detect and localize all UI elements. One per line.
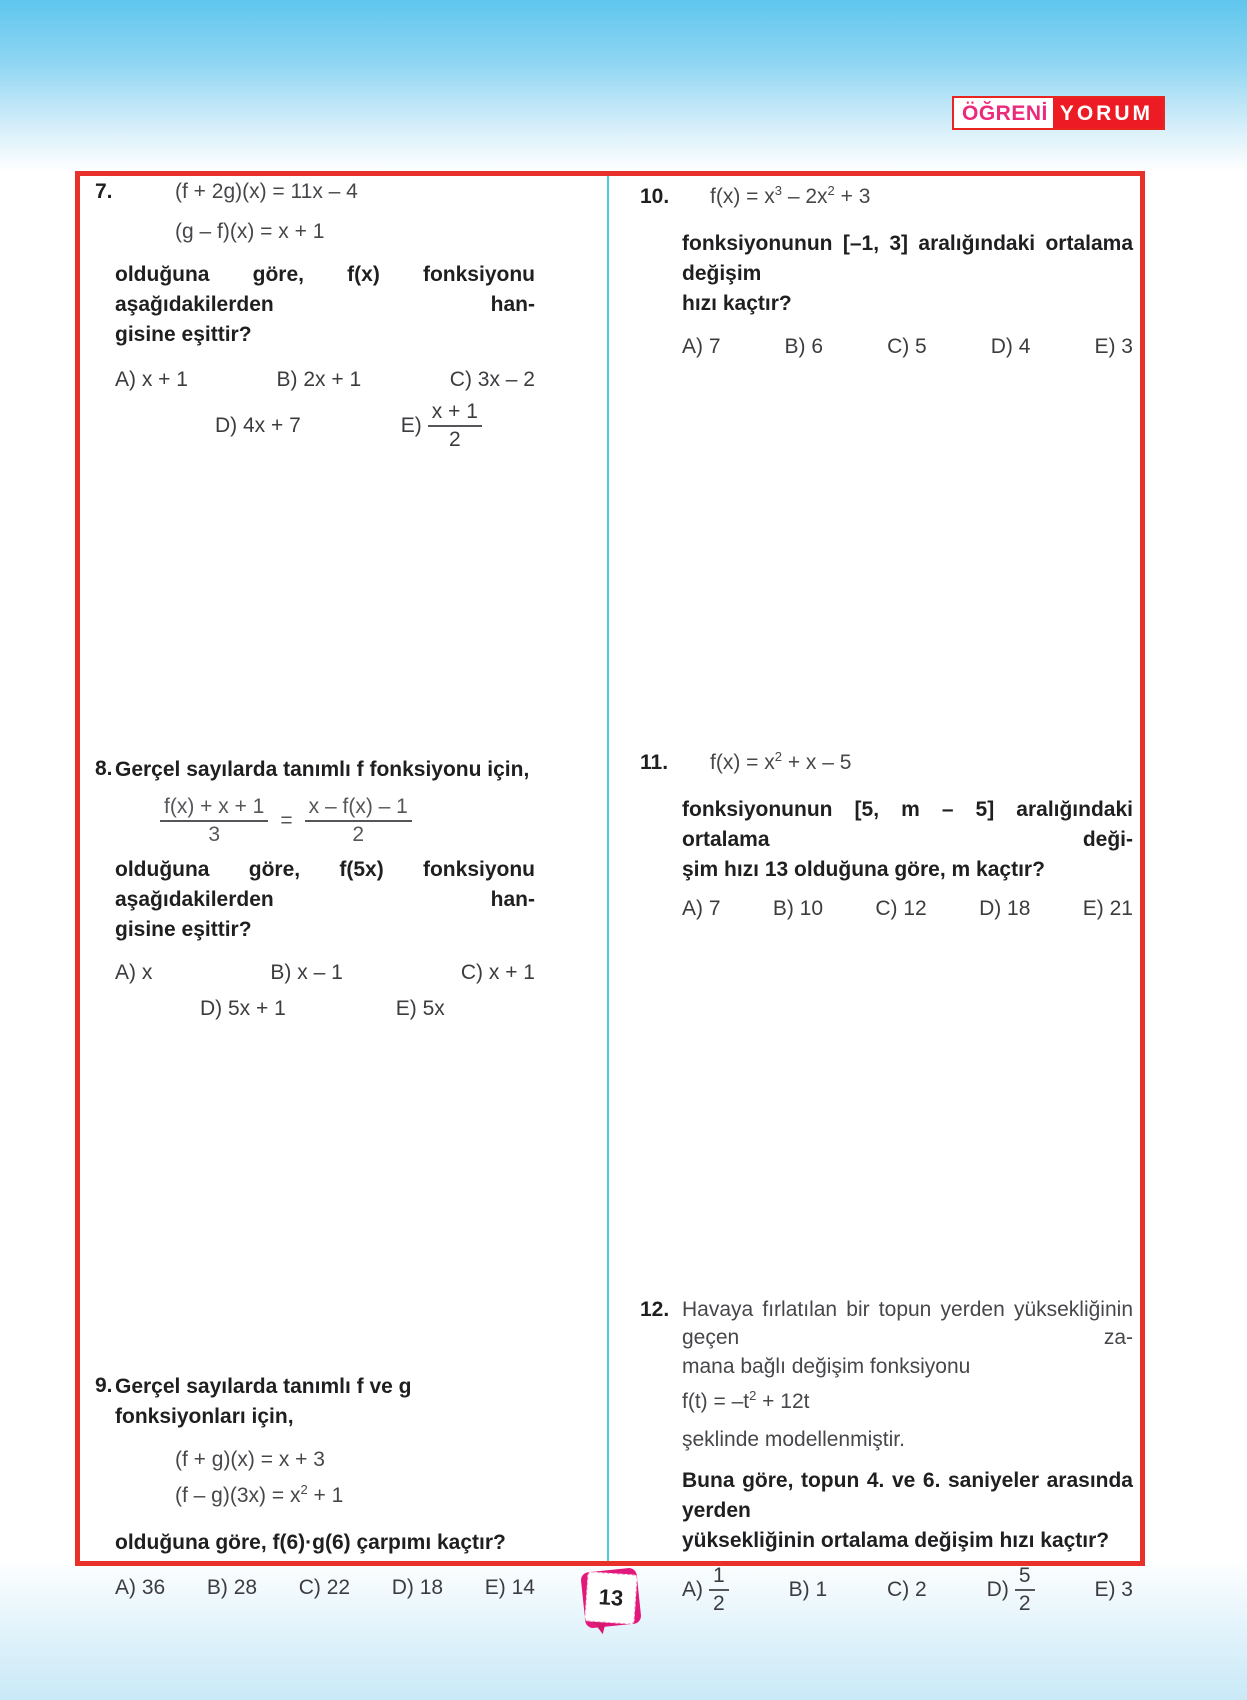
- question-7-prompt-line1: olduğuna göre, f(x) fonksiyonu aşağıdakilerden han-: [115, 263, 535, 316]
- question-7-option-b: B) 2x + 1: [276, 368, 362, 391]
- question-8-fraction-right: [305, 795, 412, 847]
- equation-text: (f – g)(3x) = x: [175, 1484, 301, 1507]
- question-10-prompt-line1: fonksiyonunun [–1, 3] aralığındaki ortalama değişim: [682, 232, 1133, 285]
- brand-logo-left-text: ÖĞRENİ: [954, 98, 1053, 128]
- equation-text: – 2x: [782, 185, 828, 208]
- question-10-option-c: C) 5: [887, 335, 927, 358]
- question-11: [640, 749, 1140, 923]
- question-10-option-d: D) 4: [990, 335, 1031, 358]
- question-12: [640, 1296, 1140, 1616]
- content-frame: [75, 171, 1145, 1615]
- question-7-option-a: A) x + 1: [115, 368, 188, 391]
- question-8-number: 8.: [95, 757, 113, 780]
- question-8-option-c: C) x + 1: [460, 961, 535, 984]
- fraction-denominator: 2: [713, 1592, 725, 1615]
- question-11-option-e: E) 21: [1082, 897, 1133, 920]
- question-11-option-c: C) 12: [875, 897, 927, 920]
- question-11-options: [682, 895, 1133, 923]
- question-11-prompt-line2: şim hızı 13 olduğuna göre, m kaçtır?: [682, 858, 1045, 881]
- question-11-prompt-line1: fonksiyonunun [5, m – 5] aralığındaki ortalama deği-: [682, 798, 1133, 851]
- question-9-option-d: D) 18: [391, 1576, 444, 1599]
- question-10-number: 10.: [640, 185, 670, 208]
- question-11-equation: [710, 749, 1133, 779]
- question-10-option-e: E) 3: [1094, 335, 1133, 358]
- equation-text: + 1: [307, 1484, 344, 1507]
- question-11-option-a: A) 7: [682, 897, 721, 920]
- question-7-option-e-label: E): [400, 414, 422, 437]
- question-10-equation: [710, 183, 1133, 213]
- question-8-prompt-line1: olduğuna göre, f(5x) fonksiyonu aşağıdakilerden han-: [115, 858, 535, 911]
- question-10-option-b: B) 6: [784, 335, 824, 358]
- fraction-denominator: 2: [1018, 1592, 1031, 1615]
- question-11-option-d: D) 18: [979, 897, 1031, 920]
- fraction-numerator: 1: [709, 1564, 729, 1591]
- question-12-intro-line1: Havaya fırlatılan bir topun yerden yüksekliğinin geçen za-: [682, 1298, 1133, 1349]
- exponent: 2: [827, 183, 835, 198]
- question-9-options: [115, 1574, 535, 1602]
- question-12-option-a-fraction: [709, 1564, 729, 1616]
- question-9-option-a: A) 36: [115, 1576, 166, 1599]
- question-10: [640, 183, 1140, 361]
- question-12-equation: [682, 1388, 1133, 1418]
- brand-logo-right-text: YORUM: [1053, 98, 1163, 128]
- question-7-option-c: C) 3x – 2: [449, 368, 535, 391]
- question-7-option-e: [401, 400, 482, 452]
- question-12-option-e: E) 3: [1094, 1578, 1133, 1601]
- brand-logo: [952, 96, 1165, 130]
- question-9-number: 9.: [95, 1374, 113, 1397]
- question-12-option-d-fraction: [1015, 1564, 1035, 1616]
- fraction-denominator: 2: [352, 823, 365, 846]
- question-12-prompt-line2: yüksekliğinin ortalama değişim hızı kaçtır?: [682, 1529, 1110, 1552]
- equation-text: f(x) = x: [710, 185, 775, 208]
- question-9-prompt: olduğuna göre, f(6)·g(6) çarpımı kaçtır?: [115, 1531, 506, 1554]
- question-8: [95, 755, 540, 1023]
- question-8-intro: Gerçel sayılarda tanımlı f fonksiyonu için,: [115, 758, 530, 781]
- question-12-option-a: [682, 1564, 729, 1616]
- question-7-prompt-line2: gisine eşittir?: [115, 323, 252, 346]
- question-12-options: [682, 1564, 1133, 1616]
- question-12-intro-line2: mana bağlı değişim fonksiyonu: [682, 1355, 971, 1378]
- question-7-options-row2: [115, 400, 535, 452]
- question-11-number: 11.: [640, 751, 669, 774]
- question-7-options-row1: [115, 366, 535, 394]
- column-divider: [607, 176, 609, 1561]
- question-10-prompt-line2: hızı kaçtır?: [682, 292, 792, 315]
- question-9-equation-2: [175, 1482, 535, 1512]
- question-7-number: 7.: [95, 180, 113, 203]
- question-7-option-d: D) 4x + 7: [215, 414, 301, 437]
- question-10-options: [682, 333, 1133, 361]
- question-9-option-e: E) 14: [484, 1576, 535, 1599]
- page-number: 13: [584, 1571, 637, 1624]
- question-9-intro: Gerçel sayılarda tanımlı f ve g fonksiyonları için,: [115, 1375, 412, 1428]
- question-8-option-d: D) 5x + 1: [200, 997, 286, 1020]
- question-8-option-e: E) 5x: [395, 997, 445, 1020]
- question-9-option-b: B) 28: [206, 1576, 258, 1599]
- question-8-equation: [160, 795, 535, 847]
- equation-text: + 12t: [756, 1390, 810, 1413]
- exponent: 2: [749, 1388, 757, 1403]
- fraction-denominator: 3: [208, 823, 221, 846]
- exponent: 2: [774, 749, 782, 764]
- page-number-badge: [583, 1570, 639, 1626]
- question-12-option-d-label: D): [986, 1578, 1009, 1601]
- fraction-denominator: 2: [449, 428, 461, 451]
- question-10-option-a: A) 7: [682, 335, 721, 358]
- question-8-option-a: A) x: [115, 961, 153, 984]
- question-12-number: 12.: [640, 1298, 670, 1321]
- question-12-model-line: şeklinde modellenmiştir.: [682, 1428, 905, 1451]
- question-12-option-b: B) 1: [788, 1578, 828, 1601]
- question-11-option-b: B) 10: [772, 897, 824, 920]
- question-9-equation-1: (f + g)(x) = x + 3: [175, 1448, 325, 1471]
- question-8-options-row2: [115, 995, 535, 1023]
- question-7-equation-1: (f + 2g)(x) = 11x – 4: [175, 180, 358, 203]
- question-8-options-row1: [115, 959, 535, 987]
- equation-text: f(x) = x: [710, 751, 775, 774]
- question-8-prompt-line2: gisine eşittir?: [115, 918, 252, 941]
- question-7-option-e-fraction: [428, 400, 482, 452]
- question-12-option-a-label: A): [682, 1578, 703, 1601]
- fraction-numerator: x + 1: [428, 400, 482, 427]
- question-8-fraction-left: [160, 795, 268, 847]
- question-12-option-d: [987, 1564, 1035, 1616]
- question-12-prompt-line1: Buna göre, topun 4. ve 6. saniyeler arasında yerden: [682, 1469, 1133, 1522]
- question-7-equation-2: (g – f)(x) = x + 1: [175, 220, 325, 243]
- question-9-option-c: C) 22: [298, 1576, 351, 1599]
- question-8-option-b: B) x – 1: [270, 961, 343, 984]
- fraction-numerator: f(x) + x + 1: [160, 795, 268, 822]
- question-9: [95, 1372, 540, 1602]
- equals-sign: =: [280, 809, 293, 832]
- exponent: 3: [774, 183, 782, 198]
- fraction-numerator: x – f(x) – 1: [305, 795, 412, 822]
- exponent: 2: [300, 1482, 308, 1497]
- equation-text: + 3: [834, 185, 871, 208]
- equation-text: + x – 5: [782, 751, 852, 774]
- equation-text: f(t) = –t: [682, 1390, 750, 1413]
- question-7: [95, 178, 540, 452]
- fraction-numerator: 5: [1015, 1564, 1035, 1591]
- question-12-option-c: C) 2: [887, 1578, 927, 1601]
